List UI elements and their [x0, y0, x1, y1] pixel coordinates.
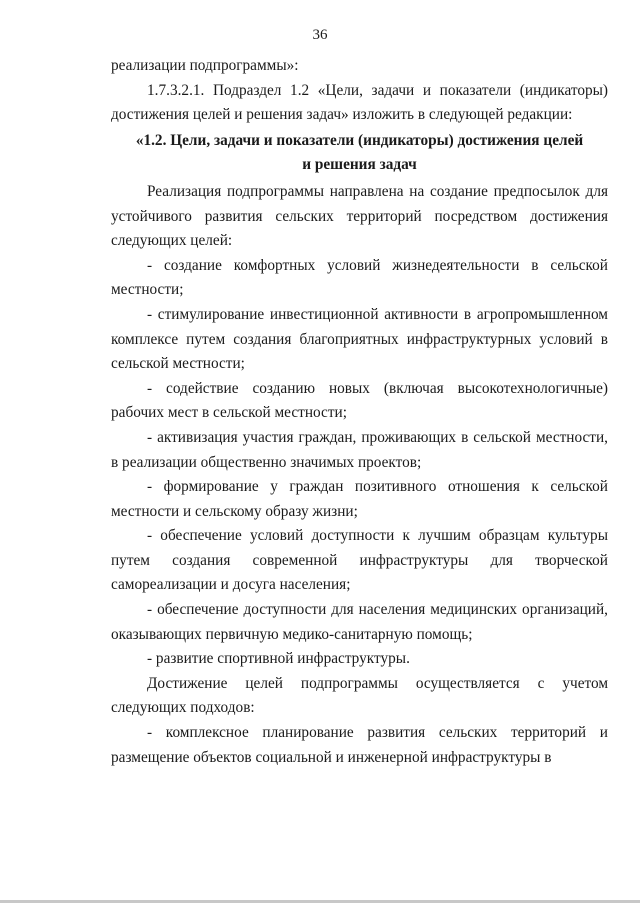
goal-item: - стимулирование инвестиционной активности в агропромышленном комплексе путем создания благоприятных инфраструктурных условий в сельской местности;	[111, 305, 608, 373]
page-number: 36	[312, 27, 328, 43]
goal-item: - создание комфортных условий жизнедеятельности в сельской местности;	[111, 256, 608, 299]
goal-item: - содействие созданию новых (включая высокотехнологичные) рабочих мест в сельской местности;	[111, 379, 608, 422]
paragraph-intro: Реализация подпрограммы направлена на создание предпосылок для устойчивого развития сельских территорий посредством достижения следующих целей:	[111, 182, 608, 250]
paragraph-continuation: реализации подпрограммы»:	[111, 57, 299, 74]
goal-item: - обеспечение условий доступности к лучшим образцам культуры путем создания современной инфраструктуры для творческой самореализации и досуга населения;	[111, 527, 608, 594]
paragraph-approaches: Достижение целей подпрограммы осуществляется с учетом следующих подходов:	[111, 674, 608, 717]
paragraph-amendment: 1.7.3.2.1. Подраздел 1.2 «Цели, задачи и показатели (индикаторы) достижения целей и решения задач» изложить в следующей редакции:	[111, 81, 608, 124]
document-body	[111, 54, 608, 770]
goal-item: - развитие спортивной инфраструктуры.	[147, 650, 410, 668]
section-heading-line-2: и решения задач	[302, 156, 417, 174]
goal-item: - активизация участия граждан, проживающих в сельской местности, в реализации общественно значимых проектов;	[111, 428, 608, 471]
goal-item: - формирование у граждан позитивного отношения к сельской местности и сельскому образу жизни;	[111, 478, 608, 520]
approach-item: - комплексное планирование развития сельских территорий и размещение объектов социальной и инженерной инфраструктуры в	[111, 724, 608, 766]
section-heading	[111, 129, 608, 178]
section-heading-line-1: «1.2. Цели, задачи и показатели (индикаторы) достижения целей	[135, 131, 584, 149]
goal-item: - обеспечение доступности для населения медицинских организаций, оказывающих первичную медико-санитарную помощь;	[111, 601, 608, 643]
